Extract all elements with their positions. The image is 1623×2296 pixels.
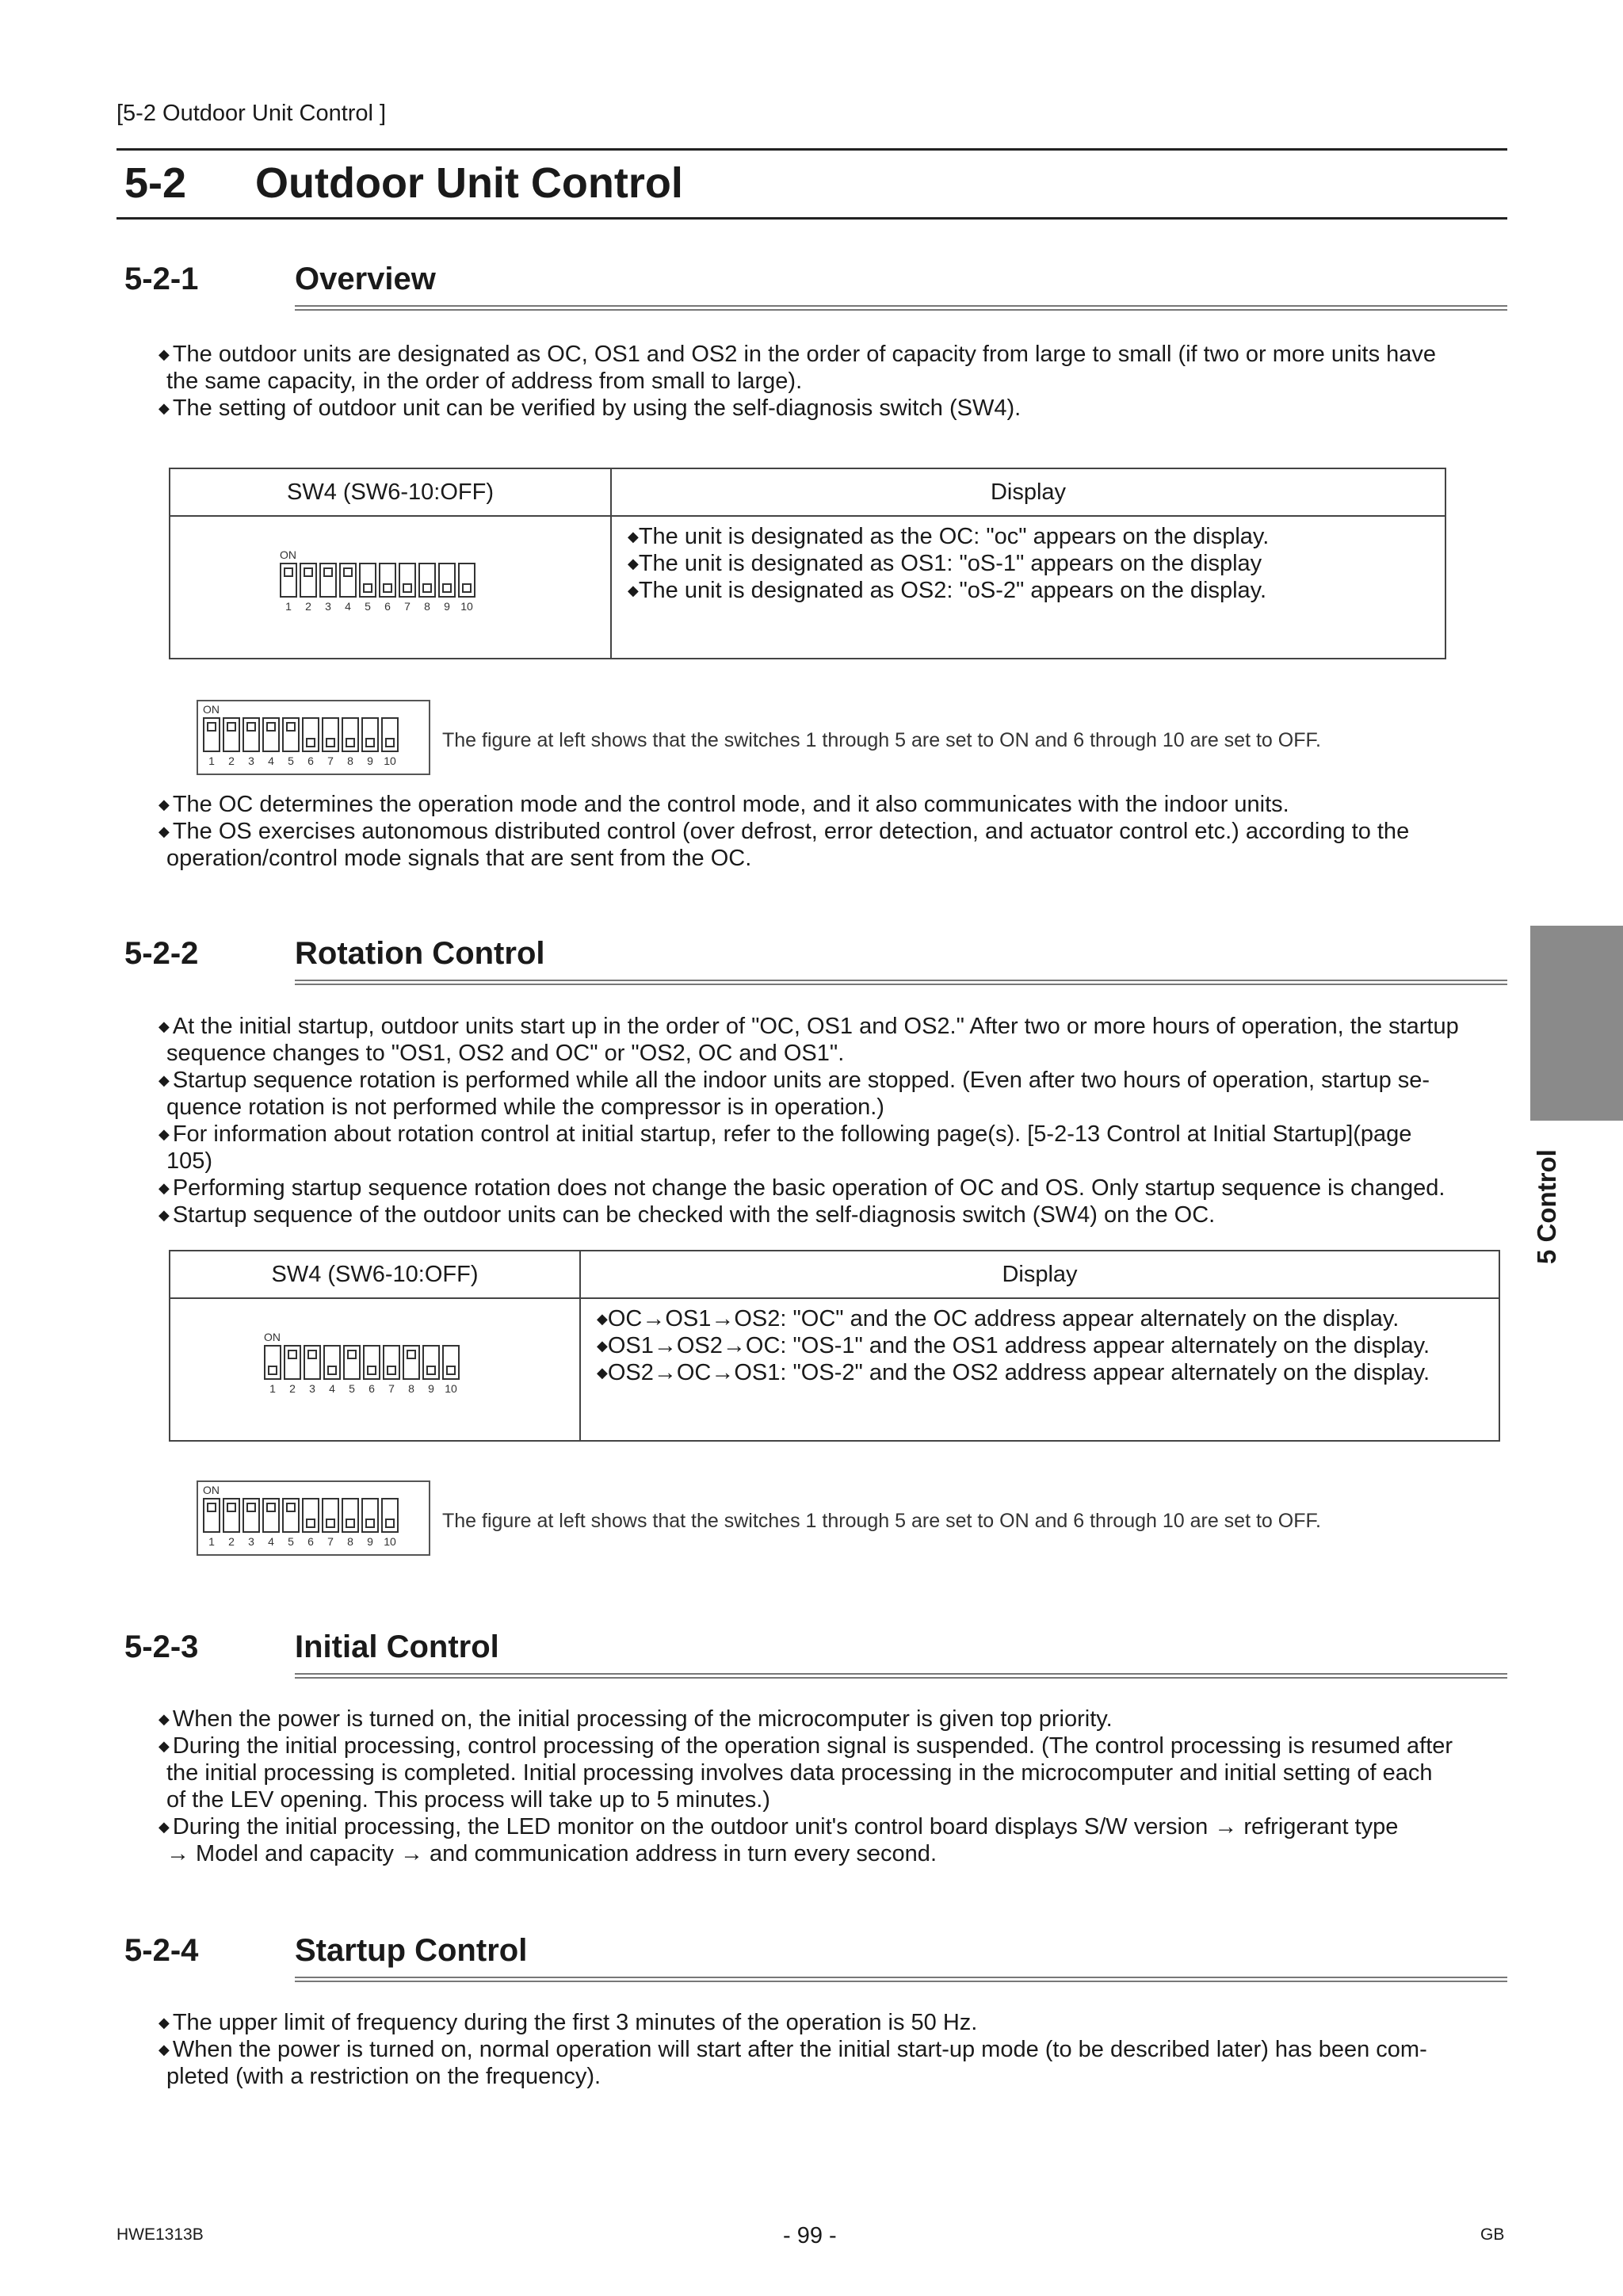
- dip-switch-on: [319, 563, 337, 598]
- dip-switch-off: [342, 1498, 359, 1533]
- dip-switch-on: [262, 1498, 280, 1533]
- dip-switch-number: 1: [208, 755, 215, 767]
- dip-switch-off: [438, 563, 456, 598]
- dip-switch-number: 9: [428, 1382, 434, 1395]
- dip-switch-number: 8: [408, 1382, 414, 1395]
- dip-knob: [286, 722, 296, 732]
- dip-switch-row: [280, 563, 475, 598]
- list-item-continuation: operation/control mode signals that are sent from the OC.: [166, 846, 752, 871]
- dip-switch-on: [203, 717, 220, 752]
- dip-switch-number: 2: [289, 1382, 296, 1395]
- dip-switch-number: 5: [288, 755, 294, 767]
- dip-knob: [207, 722, 216, 732]
- diamond-bullet-icon: ◆: [158, 1738, 170, 1754]
- display-cell: [611, 516, 1445, 659]
- chapter-side-tab: [1530, 926, 1623, 1121]
- dip-knob: [327, 1366, 337, 1375]
- section-title-overview: Overview: [295, 262, 436, 296]
- dip-knob: [306, 738, 315, 747]
- dip-knob: [426, 1366, 436, 1375]
- dip-switch-off: [399, 563, 416, 598]
- list-item: ◆OS1→OS2→OC: "OS-1" and the OS1 address appear alternately on the display.: [597, 1333, 1430, 1358]
- dip-knob: [422, 583, 432, 593]
- diamond-bullet-icon: ◆: [158, 1207, 170, 1223]
- dip-switch-on: [242, 717, 260, 752]
- dip-knob: [346, 738, 355, 747]
- legend-figure-box: [197, 700, 430, 775]
- list-item-continuation: quence rotation is not performed while the compressor is in operation.): [166, 1095, 884, 1120]
- dip-switch-off: [302, 1498, 319, 1533]
- dip-switch-off: [359, 563, 376, 598]
- dip-switch-on: [343, 1345, 361, 1380]
- list-item: ◆ Performing startup sequence rotation does not change the basic operation of OC and OS. Only startup sequence is changed.: [158, 1175, 1445, 1201]
- dip-switch-off: [383, 1345, 400, 1380]
- diamond-bullet-icon: ◆: [158, 1126, 170, 1142]
- dip-switch-off: [361, 1498, 379, 1533]
- dip-switch-number: 4: [268, 755, 274, 767]
- dip-knob: [306, 1519, 315, 1528]
- dip-knob: [326, 738, 335, 747]
- dip-knob: [227, 1503, 236, 1512]
- dip-switch-row: [264, 1345, 460, 1380]
- dip-knob: [227, 722, 236, 732]
- list-item: ◆ Startup sequence of the outdoor units can be checked with the self-diagnosis switch (SW4) on the OC.: [158, 1202, 1216, 1228]
- dip-switch-number: 10: [460, 600, 473, 613]
- dip-switch-number: 5: [365, 600, 371, 613]
- dip-switch-number: 4: [345, 600, 351, 613]
- switch-cell: [170, 516, 611, 659]
- dip-switch-on: [284, 1345, 301, 1380]
- dip-switch-off: [418, 563, 436, 598]
- dip-knob: [266, 722, 276, 732]
- dip-switch-number: 1: [285, 600, 292, 613]
- section-rule-startup: [295, 1977, 1507, 1982]
- dip-switch-numbers: [203, 755, 399, 767]
- dip-switch-off: [302, 717, 319, 752]
- initial-text: [158, 1706, 1507, 1867]
- list-item: ◆OC→OS1→OS2: "OC" and the OC address appear alternately on the display.: [597, 1306, 1400, 1331]
- dip-switch-number: 8: [424, 600, 430, 613]
- diamond-bullet-icon: ◆: [628, 556, 639, 571]
- dip-knob: [304, 567, 313, 577]
- section-title-initial: Initial Control: [295, 1629, 499, 1664]
- dip-on-label: ON: [203, 1484, 220, 1496]
- dip-switch-off: [322, 717, 339, 752]
- dip-switch-off: [442, 1345, 460, 1380]
- section-rule-initial: [295, 1673, 1507, 1679]
- dip-switch-number: 6: [307, 755, 314, 767]
- dip-knob: [365, 738, 375, 747]
- startup-text: [158, 2009, 1507, 2090]
- overview-switch-table: [169, 468, 1446, 659]
- dip-knob: [246, 722, 256, 732]
- diamond-bullet-icon: ◆: [597, 1311, 608, 1327]
- list-item: ◆The unit is designated as OS2: "oS-2" appears on the display.: [628, 578, 1267, 603]
- dip-switch-off: [363, 1345, 380, 1380]
- dip-knob: [284, 567, 293, 577]
- overview-details: [158, 791, 1507, 872]
- diamond-bullet-icon: ◆: [158, 823, 170, 839]
- dip-switch-numbers: [280, 600, 475, 613]
- dip-knob: [286, 1503, 296, 1512]
- page-number: - 99 -: [783, 2223, 837, 2248]
- dip-switch-on: [242, 1498, 260, 1533]
- dip-switch-number: 6: [384, 600, 391, 613]
- list-item-continuation: pleted (with a restriction on the frequency).: [166, 2064, 601, 2089]
- diamond-bullet-icon: ◆: [628, 529, 639, 544]
- dip-switch-number: 9: [367, 1535, 373, 1548]
- diamond-bullet-icon: ◆: [597, 1365, 608, 1381]
- dip-switch-on: [262, 717, 280, 752]
- list-item: ◆ The upper limit of frequency during the first 3 minutes of the operation is 50 Hz.: [158, 2010, 978, 2035]
- section-number-startup: 5-2-4: [124, 1933, 199, 1968]
- dip-switch-on: [282, 1498, 300, 1533]
- dip-switch-off: [323, 1345, 341, 1380]
- dip-switch-number: 7: [404, 600, 411, 613]
- dip-switch-figure: [280, 548, 475, 613]
- dip-switch-off: [264, 1345, 281, 1380]
- dip-switch-number: 2: [228, 1535, 235, 1548]
- rotation-switch-table: [169, 1250, 1500, 1442]
- dip-knob: [363, 583, 372, 593]
- legend-caption: The figure at left shows that the switches 1 through 5 are set to ON and 6 through 10 are set to OFF.: [442, 729, 1321, 751]
- dip-switch-number: 6: [307, 1535, 314, 1548]
- dip-switch-number: 9: [444, 600, 450, 613]
- list-item: ◆OS2→OC→OS1: "OS-2" and the OS2 address appear alternately on the display.: [597, 1360, 1430, 1385]
- section-rule-overview: [295, 305, 1507, 311]
- list-item: ◆ The setting of outdoor unit can be verified by using the self-diagnosis switch (SW4).: [158, 395, 1022, 421]
- dip-knob: [365, 1519, 375, 1528]
- dip-switch-number: 5: [288, 1535, 294, 1548]
- dip-switch-on: [403, 1345, 420, 1380]
- dip-switch-on: [304, 1345, 321, 1380]
- dip-switch-number: 6: [369, 1382, 375, 1395]
- table-header-switch: SW4 (SW6-10:OFF): [170, 1251, 580, 1298]
- list-item: ◆The unit is designated as OS1: "oS-1" appears on the display: [628, 551, 1262, 576]
- dip-switch-number: 5: [349, 1382, 355, 1395]
- list-item-continuation: the same capacity, in the order of address from small to large).: [166, 369, 803, 394]
- dip-switch-number: 3: [325, 600, 331, 613]
- diamond-bullet-icon: ◆: [158, 1711, 170, 1727]
- dip-switch-number: 4: [329, 1382, 335, 1395]
- list-item: ◆The unit is designated as the OC: "oc" appears on the display.: [628, 524, 1270, 549]
- dip-knob: [288, 1350, 297, 1359]
- dip-switch-off: [458, 563, 475, 598]
- diamond-bullet-icon: ◆: [158, 346, 170, 362]
- switch-cell: [170, 1298, 580, 1441]
- dip-knob: [446, 1366, 456, 1375]
- dip-switch-number: 8: [347, 1535, 353, 1548]
- dip-knob: [403, 583, 412, 593]
- list-item: ◆ For information about rotation control at initial startup, refer to the following page(s). [5-2-13 Control at Initial Startup](page: [158, 1121, 1412, 1147]
- dip-switch-row: [203, 717, 399, 752]
- dip-knob: [367, 1366, 376, 1375]
- section-number-initial: 5-2-3: [124, 1629, 199, 1664]
- dip-knob: [268, 1366, 277, 1375]
- dip-knob: [462, 583, 472, 593]
- dip-knob: [346, 1519, 355, 1528]
- dip-switch-on: [223, 717, 240, 752]
- section-rule-rotation: [295, 980, 1507, 985]
- dip-switch-number: 3: [309, 1382, 315, 1395]
- list-item-continuation: 105): [166, 1148, 213, 1174]
- list-item: ◆ The outdoor units are designated as OC, OS1 and OS2 in the order of capacity from large to small (if two or more units have: [158, 342, 1437, 367]
- list-item-continuation: of the LEV opening. This process will take up to 5 minutes.): [166, 1787, 770, 1813]
- diamond-bullet-icon: ◆: [158, 1180, 170, 1196]
- table-header-display: Display: [580, 1251, 1499, 1298]
- dip-knob: [385, 738, 395, 747]
- dip-knob: [387, 1366, 396, 1375]
- dip-switch-off: [381, 1498, 399, 1533]
- dip-switch-number: 7: [327, 755, 334, 767]
- dip-switch-number: 8: [347, 755, 353, 767]
- overview-intro: [158, 341, 1507, 422]
- list-item: ◆ The OS exercises autonomous distributed control (over defrost, error detection, and actuator control etc.) according to the: [158, 819, 1410, 844]
- section-title-rotation: Rotation Control: [295, 936, 545, 971]
- dip-switch-figure: [203, 703, 399, 767]
- dip-switch-off: [422, 1345, 440, 1380]
- list-item-continuation: sequence changes to "OS1, OS2 and OC" or "OS2, OC and OS1".: [166, 1041, 845, 1066]
- list-item: ◆ Startup sequence rotation is performed while all the indoor units are stopped. (Even after two hours of operation, startup se-: [158, 1068, 1430, 1093]
- dip-switch-on: [203, 1498, 220, 1533]
- diamond-bullet-icon: ◆: [628, 583, 639, 598]
- dip-switch-on: [223, 1498, 240, 1533]
- dip-knob: [307, 1350, 317, 1359]
- chapter-side-label: 5 Control: [1532, 1149, 1561, 1264]
- dip-switch-number: 3: [248, 755, 254, 767]
- legend-figure-box: [197, 1480, 430, 1556]
- dip-on-label: ON: [280, 548, 296, 561]
- diamond-bullet-icon: ◆: [158, 1072, 170, 1088]
- list-item: ◆ The OC determines the operation mode and the control mode, and it also communicates with the indoor units.: [158, 792, 1289, 817]
- table-header-switch: SW4 (SW6-10:OFF): [170, 468, 611, 516]
- dip-knob: [407, 1350, 416, 1359]
- dip-switch-off: [322, 1498, 339, 1533]
- dip-switch-number: 10: [445, 1382, 457, 1395]
- dip-knob: [207, 1503, 216, 1512]
- dip-switch-number: 2: [228, 755, 235, 767]
- dip-switch-number: 7: [327, 1535, 334, 1548]
- dip-knob: [385, 1519, 395, 1528]
- list-item-continuation: → Model and capacity → and communication address in turn every second.: [166, 1841, 937, 1866]
- dip-knob: [246, 1503, 256, 1512]
- dip-knob: [323, 567, 333, 577]
- dip-switch-on: [282, 717, 300, 752]
- diamond-bullet-icon: ◆: [158, 400, 170, 416]
- footer-region: GB: [1480, 2225, 1505, 2244]
- chapter-title: Outdoor Unit Control: [255, 159, 683, 207]
- list-item: ◆ When the power is turned on, the initial processing of the microcomputer is given top priority.: [158, 1706, 1113, 1732]
- section-title-startup: Startup Control: [295, 1933, 528, 1968]
- legend-caption: The figure at left shows that the switches 1 through 5 are set to ON and 6 through 10 are set to OFF.: [442, 1510, 1321, 1532]
- footer-doc-code: HWE1313B: [116, 2225, 204, 2244]
- diamond-bullet-icon: ◆: [158, 1819, 170, 1835]
- list-item: ◆ At the initial startup, outdoor units start up in the order of "OC, OS1 and OS2." After two or more hours of operation, the startup: [158, 1014, 1459, 1039]
- dip-switch-number: 2: [305, 600, 311, 613]
- dip-switch-number: 9: [367, 755, 373, 767]
- chapter-rule: [116, 217, 1507, 220]
- dip-switch-number: 3: [248, 1535, 254, 1548]
- display-cell: [580, 1298, 1499, 1441]
- diamond-bullet-icon: ◆: [158, 2042, 170, 2057]
- section-number-overview: 5-2-1: [124, 262, 199, 296]
- breadcrumb: [5-2 Outdoor Unit Control ]: [116, 101, 387, 126]
- diamond-bullet-icon: ◆: [158, 797, 170, 812]
- header-rule: [116, 148, 1507, 151]
- list-item: ◆ During the initial processing, the LED monitor on the outdoor unit's control board displays S/W version → refrigerant type: [158, 1814, 1399, 1839]
- dip-on-label: ON: [203, 703, 220, 716]
- dip-switch-off: [379, 563, 396, 598]
- dip-switch-on: [339, 563, 357, 598]
- dip-switch-row: [203, 1498, 399, 1533]
- list-item: ◆ When the power is turned on, normal operation will start after the initial start-up mode (to be described later) has been com-: [158, 2037, 1427, 2062]
- dip-on-label: ON: [264, 1331, 281, 1343]
- diamond-bullet-icon: ◆: [597, 1338, 608, 1354]
- dip-switch-number: 10: [384, 755, 396, 767]
- dip-switch-number: 1: [269, 1382, 276, 1395]
- dip-switch-on: [300, 563, 317, 598]
- list-item-continuation: the initial processing is completed. Initial processing involves data processing in the microcomputer and initial setting of each: [166, 1760, 1433, 1786]
- dip-switch-numbers: [203, 1535, 399, 1548]
- dip-switch-off: [381, 717, 399, 752]
- dip-switch-number: 4: [268, 1535, 274, 1548]
- table-header-display: Display: [611, 468, 1445, 516]
- dip-switch-number: 1: [208, 1535, 215, 1548]
- section-number-rotation: 5-2-2: [124, 936, 199, 971]
- dip-switch-off: [342, 717, 359, 752]
- dip-knob: [442, 583, 452, 593]
- dip-switch-on: [280, 563, 297, 598]
- rotation-text: [158, 1013, 1507, 1228]
- dip-knob: [326, 1519, 335, 1528]
- dip-knob: [347, 1350, 357, 1359]
- dip-switch-off: [361, 717, 379, 752]
- chapter-number: 5-2: [124, 159, 187, 207]
- dip-switch-figure: [264, 1331, 460, 1395]
- dip-knob: [266, 1503, 276, 1512]
- list-item: ◆ During the initial processing, control processing of the operation signal is suspended. (The control processing is resumed after: [158, 1733, 1453, 1759]
- dip-switch-number: 7: [388, 1382, 395, 1395]
- dip-knob: [343, 567, 353, 577]
- dip-switch-number: 10: [384, 1535, 396, 1548]
- dip-knob: [383, 583, 392, 593]
- diamond-bullet-icon: ◆: [158, 1018, 170, 1034]
- diamond-bullet-icon: ◆: [158, 2015, 170, 2030]
- dip-switch-figure: [203, 1484, 399, 1548]
- dip-switch-numbers: [264, 1382, 460, 1395]
